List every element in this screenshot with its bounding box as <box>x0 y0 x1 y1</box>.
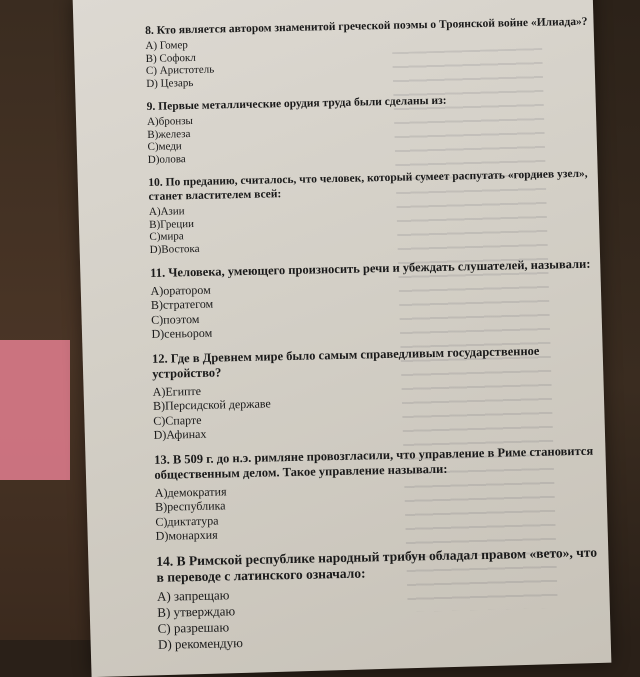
question-title: 14. В Римской республике народный трибун обладал правом «вето», что в переводе с латинского означало: <box>156 544 598 585</box>
background-pink-object <box>0 340 70 480</box>
option-d: D) Цезарь <box>146 76 194 90</box>
option-a: А)Египте <box>152 383 202 399</box>
question-title: 13. В 509 г. до н.э. римляне провозгласили, что управление в Риме становится общественным делом. Такое управление называли: <box>153 443 594 482</box>
option-a: А)Азии <box>148 205 185 218</box>
option-a: А) запрещаю <box>156 586 230 604</box>
option-b: В)стратегом <box>150 296 214 312</box>
question-12 <box>152 342 604 442</box>
option-d: D)Востока <box>149 242 200 256</box>
option-b: В) утверждаю <box>157 602 236 620</box>
option-a: А)демократия <box>154 483 227 500</box>
test-questions <box>145 15 608 663</box>
option-d: D)сеньором <box>151 325 213 341</box>
option-b: В)Греции <box>149 217 195 231</box>
question-title: 11. Человека, умеющего произносить речи и убеждать слушателей, называли: <box>150 256 591 280</box>
question-14 <box>156 544 608 652</box>
option-b: В) Софокл <box>145 51 196 65</box>
option-c: С)поэтом <box>151 311 200 327</box>
question-title: 12. Где в Древнем мире было самым справедливым государственное устройство? <box>151 343 540 381</box>
question-title: 8. Кто является автором знаменитой греческой поэмы о Троянской войне «Илиада»? <box>145 15 588 37</box>
option-c: С) разрешаю <box>157 618 230 636</box>
option-c: С)Спарте <box>153 412 202 428</box>
option-c: С)диктатура <box>155 513 219 529</box>
option-b: В)республика <box>154 498 226 514</box>
option-d: D)Афинах <box>153 426 207 442</box>
option-a: А)оратором <box>150 282 211 298</box>
option-b: В)железа <box>147 127 191 141</box>
option-a: А) Гомер <box>145 39 188 52</box>
question-title: 10. По преданию, считалось, что человек, который сумеет распутать «гордиев узел», станет властителем всей: <box>148 167 588 203</box>
option-c: С)меди <box>147 140 182 153</box>
option-d: D)монархия <box>155 527 218 543</box>
option-d: D)олова <box>147 152 186 166</box>
question-11 <box>150 257 601 342</box>
question-title: 9. Первые металлические орудия труда были сделаны из: <box>146 94 447 113</box>
option-c: С)мира <box>149 230 184 243</box>
option-d: D) рекомендую <box>157 634 244 652</box>
question-8 <box>145 15 596 90</box>
option-c: С) Аристотель <box>145 63 215 77</box>
question-10 <box>148 167 600 256</box>
question-13 <box>154 443 606 543</box>
question-9 <box>147 91 598 166</box>
option-b: В)Персидской державе <box>152 396 271 413</box>
option-a: А)бронзы <box>146 115 193 128</box>
